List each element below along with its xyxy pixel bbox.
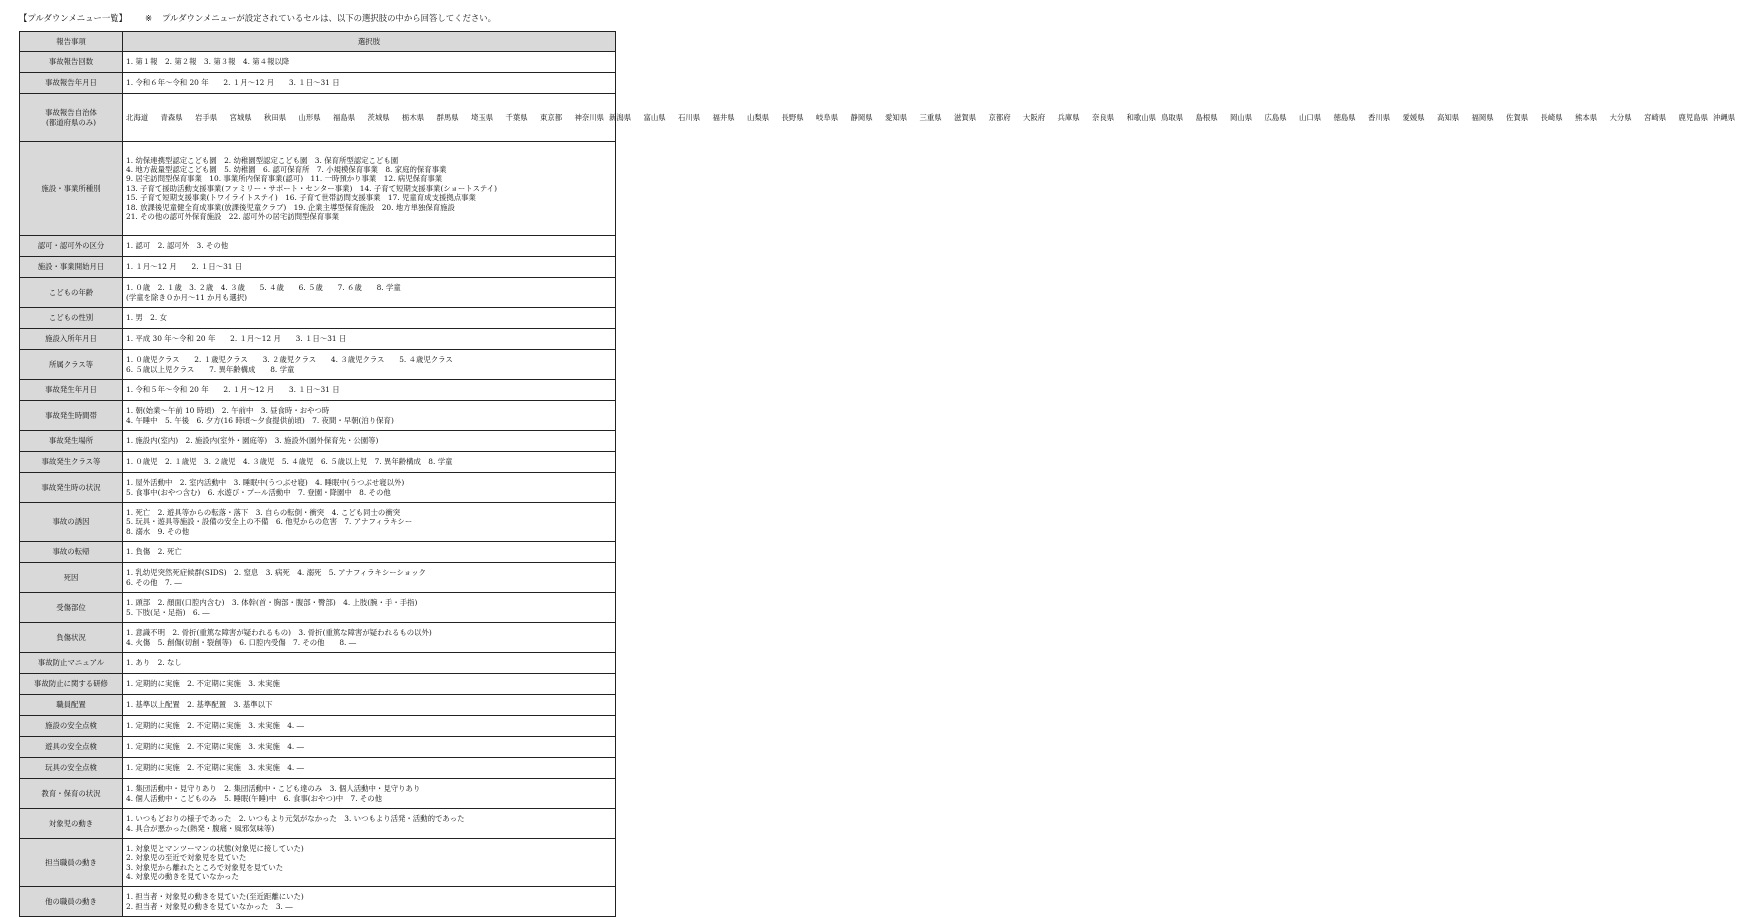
row-label: 事故報告年月日 <box>20 73 123 94</box>
prefecture-option: 香川県 <box>1368 112 1391 122</box>
prefecture-option: 滋賀県 <box>954 112 977 122</box>
row-choices <box>123 758 616 779</box>
table-row <box>20 73 616 94</box>
table-row <box>20 695 616 716</box>
table-row <box>20 593 616 623</box>
row-label: 事故の誘因 <box>20 503 123 542</box>
prefecture-option: 長崎県 <box>1540 112 1563 122</box>
table-row <box>20 542 616 563</box>
prefecture-option: 大分県 <box>1609 112 1632 122</box>
choice-line: 8. 溺水 9. その他 <box>126 526 190 536</box>
row-label: 事故発生クラス等 <box>20 452 123 473</box>
table-row <box>20 887 616 917</box>
prefecture-option: 京都府 <box>988 112 1011 122</box>
row-label: 施設・事業開始月日 <box>20 257 123 278</box>
prefecture-option: 福岡県 <box>1471 112 1494 122</box>
row-choices <box>123 350 616 380</box>
prefecture-option: 青森県 <box>160 112 183 122</box>
prefecture-option: 徳島県 <box>1333 112 1356 122</box>
row-label: 死因 <box>20 563 123 593</box>
row-label: 事故発生年月日 <box>20 380 123 401</box>
choice-line: 4. 火傷 5. 創傷(切創・裂創等) 6. 口腔内受傷 7. その他 8. ― <box>126 637 357 647</box>
prefecture-option: 三重県 <box>919 112 942 122</box>
table-row <box>20 329 616 350</box>
row-label: 所属クラス等 <box>20 350 123 380</box>
prefecture-option: 茨城県 <box>367 112 390 122</box>
choice-line: 1. 屋外活動中 2. 室内活動中 3. 睡眠中(うつぶせ寝) 4. 睡眠中(うつぶせ寝以外) <box>126 478 405 488</box>
choice-line: 1. 施設内(室内) 2. 施設内(室外・園庭等) 3. 施設外(園外保育先・公園等) <box>126 436 379 446</box>
prefecture-option: 大阪府 <box>1023 112 1046 122</box>
prefecture-option: 和歌山県 <box>1126 112 1157 122</box>
choice-line: 4. 具合が悪かった(熱発・腹痛・風邪気味等) <box>126 823 275 833</box>
prefecture-option: 群馬県 <box>436 112 459 122</box>
choice-line: 6. ５歳以上児クラス 7. 異年齢構成 8. 学童 <box>126 364 295 374</box>
choice-line: 2. 担当者・対象児の動きを見ていなかった 3. ― <box>126 901 293 911</box>
choice-line: 1. 朝(始業～午前 10 時頃) 2. 午前中 3. 昼食時・おやつ時 <box>126 406 330 416</box>
row-label: 施設・事業所種別 <box>20 142 123 236</box>
choice-line: 1. 負傷 2. 死亡 <box>126 547 182 557</box>
prefecture-option: 鳥取県 <box>1161 112 1184 122</box>
row-label: 施設の安全点検 <box>20 716 123 737</box>
table-row <box>20 257 616 278</box>
row-label: 対象児の動き <box>20 809 123 839</box>
table-row <box>20 839 616 887</box>
row-label: 教育・保育の状況 <box>20 779 123 809</box>
row-label: 職員配置 <box>20 695 123 716</box>
table-row <box>20 779 616 809</box>
list-title: 【プルダウンメニュー一覧】 <box>19 13 127 23</box>
choice-line: 6. その他 7. ― <box>126 577 182 587</box>
prefecture-option: 沖縄県 <box>1713 112 1736 122</box>
instruction-note: プルダウンメニューが設定されているセルは、以下の選択肢の中から回答してください。 <box>161 13 497 23</box>
prefecture-option: 山梨県 <box>747 112 770 122</box>
row-label: 事故防止マニュアル <box>20 653 123 674</box>
row-label: 事故発生時の状況 <box>20 473 123 503</box>
table-row <box>20 278 616 308</box>
choice-line: 5. 下肢(足・足指) 6. ― <box>126 607 210 617</box>
row-label: 事故発生時間帯 <box>20 401 123 431</box>
row-choices <box>123 593 616 623</box>
row-choices <box>123 542 616 563</box>
prefecture-option: 東京都 <box>540 112 563 122</box>
prefecture-option: 愛媛県 <box>1402 112 1425 122</box>
table-row <box>20 452 616 473</box>
choice-line: 3. 対象児から離れたところで対象児を見ていた <box>126 862 284 872</box>
row-label: 事故防止に関する研修 <box>20 674 123 695</box>
prefecture-option: 秋田県 <box>264 112 287 122</box>
choice-line: 15. 子育て短期支援事業(トワイライトステイ) 16. 子育て世帯訪問支援事業 17. 児童育成支援拠点事業 <box>126 193 476 203</box>
row-choices <box>123 431 616 452</box>
row-choices <box>123 695 616 716</box>
table-row <box>20 380 616 401</box>
row-choices <box>123 236 616 257</box>
prefecture-option: 千葉県 <box>505 112 528 122</box>
choice-line: 1. あり 2. なし <box>126 658 182 668</box>
table-row <box>20 473 616 503</box>
choice-line: 1. 定期的に実施 2. 不定期に実施 3. 未実施 <box>126 679 280 689</box>
row-choices <box>123 52 616 73</box>
table-header-row <box>20 32 616 52</box>
choice-line: 21. その他の認可外保育施設 22. 認可外の居宅訪問型保育事業 <box>126 212 339 222</box>
prefecture-option: 富山県 <box>643 112 666 122</box>
row-choices <box>123 308 616 329</box>
choice-line: 1. 頭部 2. 顔面(口腔内含む) 3. 体幹(首・胸部・腹部・臀部) 4. 上肢(腕・手・手指) <box>126 598 418 608</box>
choice-line: 4. 対象児の動きを見ていなかった <box>126 871 239 881</box>
table-row <box>20 758 616 779</box>
prefecture-option: 北海道 <box>126 112 149 122</box>
choice-line: 1. １月～12 月 2. １日～31 日 <box>126 262 243 272</box>
prefecture-option: 静岡県 <box>850 112 873 122</box>
choice-line: 1. 認可 2. 認可外 3. その他 <box>126 241 229 251</box>
row-label: 受傷部位 <box>20 593 123 623</box>
prefecture-option: 兵庫県 <box>1057 112 1080 122</box>
choice-line: 1. 死亡 2. 遊具等からの転落・落下 3. 自らの転倒・衝突 4. こども同士の衝突 <box>126 507 401 517</box>
choice-line: 1. 担当者・対象児の動きを見ていた(至近距離にいた) <box>126 892 304 902</box>
choice-line: 1. 令和６年～令和 20 年 2. １月～12 月 3. １日～31 日 <box>126 78 340 88</box>
prefecture-option: 熊本県 <box>1575 112 1598 122</box>
prefecture-option: 広島県 <box>1264 112 1287 122</box>
choice-line: 1. ０歳児 2. １歳児 3. ２歳児 4. ３歳児 5. ４歳児 6. ５歳以上児 7. 異年齢構成 8. 学童 <box>126 457 453 467</box>
table-row <box>20 94 616 142</box>
row-label: 負傷状況 <box>20 623 123 653</box>
table-row <box>20 308 616 329</box>
table-row <box>20 431 616 452</box>
choice-line: 1. 対象児とマンツーマンの状態(対象児に接していた) <box>126 843 304 853</box>
row-label: 施設入所年月日 <box>20 329 123 350</box>
table-row <box>20 653 616 674</box>
choice-line: 4. 個人活動中・こどものみ 5. 睡眠(午睡)中 6. 食事(おやつ)中 7. その他 <box>126 793 383 803</box>
row-label: 他の職員の動き <box>20 887 123 917</box>
choice-line: 1. 第１報 2. 第２報 3. 第３報 4. 第４報以降 <box>126 57 290 67</box>
table-row <box>20 350 616 380</box>
table-row <box>20 737 616 758</box>
prefecture-option: 愛知県 <box>885 112 908 122</box>
choice-line: 1. 幼保連携型認定こども園 2. 幼稚園型認定こども園 3. 保育所型認定こども園 <box>126 155 399 165</box>
choice-line: 5. 玩具・遊具等施設・設備の安全上の不備 6. 他児からの危害 7. アナフィラキシー <box>126 517 413 527</box>
choice-line: 1. 乳幼児突然死症候群(SIDS) 2. 窒息 3. 病死 4. 溺死 5. アナフィラキシーショック <box>126 568 426 578</box>
prefecture-option: 宮崎県 <box>1644 112 1667 122</box>
choice-line: 1. 男 2. 女 <box>126 313 167 323</box>
prefecture-option: 島根県 <box>1195 112 1218 122</box>
row-choices <box>123 142 616 236</box>
row-choices <box>123 278 616 308</box>
table-row <box>20 503 616 542</box>
row-label: 担当職員の動き <box>20 839 123 887</box>
choice-line: 1. 平成 30 年～令和 20 年 2. １月～12 月 3. １日～31 日 <box>126 334 347 344</box>
prefecture-option: 栃木県 <box>402 112 425 122</box>
prefecture-option: 埼玉県 <box>471 112 494 122</box>
prefecture-option: 福井県 <box>712 112 735 122</box>
prefecture-option: 山口県 <box>1299 112 1322 122</box>
prefecture-option: 岐阜県 <box>816 112 839 122</box>
row-choices <box>123 380 616 401</box>
choice-line: 1. 定期的に実施 2. 不定期に実施 3. 未実施 4. ― <box>126 721 305 731</box>
prefecture-option: 神奈川県 <box>574 112 605 122</box>
row-choices <box>123 257 616 278</box>
prefecture-option: 鹿児島県 <box>1678 112 1709 122</box>
choice-line: 1. 意識不明 2. 骨折(重篤な障害が疑われるもの) 3. 骨折(重篤な障害が疑われるもの以外) <box>126 628 432 638</box>
row-choices <box>123 716 616 737</box>
prefecture-option: 奈良県 <box>1092 112 1115 122</box>
row-choices <box>123 473 616 503</box>
note-mark: ※ <box>144 13 152 23</box>
row-choices <box>123 329 616 350</box>
row-label: こどもの年齢 <box>20 278 123 308</box>
choice-line: 18. 放課後児童健全育成事業(放課後児童クラブ) 19. 企業主導型保育施設 20. 地方単独保育施設 <box>126 202 455 212</box>
row-label: 事故の転帰 <box>20 542 123 563</box>
choice-line: 1. 令和５年～令和 20 年 2. １月～12 月 3. １日～31 日 <box>126 385 340 395</box>
choice-line: 1. ０歳 2. １歳 3. ２歳 4. ３歳 5. ４歳 6. ５歳 7. ６歳 8. 学童 <box>126 283 401 293</box>
row-label: 事故報告自治体 (都道府県のみ) <box>20 94 123 142</box>
table-row <box>20 623 616 653</box>
row-choices <box>123 94 1736 142</box>
row-label: こどもの性別 <box>20 308 123 329</box>
table-row <box>20 52 616 73</box>
prefecture-option: 佐賀県 <box>1506 112 1529 122</box>
prefecture-option: 高知県 <box>1437 112 1460 122</box>
row-choices <box>123 839 616 887</box>
prefecture-option: 岩手県 <box>195 112 218 122</box>
choice-line: 1. 定期的に実施 2. 不定期に実施 3. 未実施 4. ― <box>126 742 305 752</box>
choice-line: 1. 定期的に実施 2. 不定期に実施 3. 未実施 4. ― <box>126 763 305 773</box>
row-choices <box>123 401 616 431</box>
choice-line: 5. 食事中(おやつ含む) 6. 水遊び・プール活動中 7. 登園・降園中 8. その他 <box>126 487 391 497</box>
prefecture-option: 新潟県 <box>609 112 632 122</box>
row-choices <box>123 653 616 674</box>
col-header-item: 報告事項 <box>20 32 123 52</box>
row-choices <box>123 563 616 593</box>
page-header <box>19 13 619 24</box>
table-row <box>20 142 616 236</box>
row-label: 認可・認可外の区分 <box>20 236 123 257</box>
row-choices <box>123 623 616 653</box>
row-choices <box>123 887 616 917</box>
table-row <box>20 716 616 737</box>
row-choices <box>123 452 616 473</box>
prefecture-option: 石川県 <box>678 112 701 122</box>
prefecture-option: 福島県 <box>333 112 356 122</box>
choice-line: 2. 対象児の至近で対象児を見ていた <box>126 853 247 863</box>
row-label: 事故発生場所 <box>20 431 123 452</box>
choice-line: 9. 居宅訪問型保育事業 10. 事業所内保育事業(認可) 11. 一時預かり事業 12. 病児保育事業 <box>126 174 443 184</box>
prefecture-option: 長野県 <box>781 112 804 122</box>
choice-line: 4. 午睡中 5. 午後 6. 夕方(16 時頃～夕食提供前頃) 7. 夜間・早朝(泊り保育) <box>126 415 394 425</box>
row-choices <box>123 737 616 758</box>
choice-line: 1. 集団活動中・見守りあり 2. 集団活動中・こども達のみ 3. 個人活動中・見守りあり <box>126 784 421 794</box>
choice-line: 13. 子育て援助活動支援事業(ファミリー・サポート・センター事業) 14. 子育て短期支援事業(ショートステイ) <box>126 183 497 193</box>
prefecture-option: 岡山県 <box>1230 112 1253 122</box>
pulldown-table <box>19 31 1736 917</box>
row-choices <box>123 73 616 94</box>
choice-line: (学童を除き０か月～11 か月も選択) <box>126 292 247 302</box>
table-row <box>20 563 616 593</box>
prefecture-option: 宮城県 <box>229 112 252 122</box>
row-choices <box>123 809 616 839</box>
row-label: 事故報告回数 <box>20 52 123 73</box>
choice-line: 1. 基準以上配置 2. 基準配置 3. 基準以下 <box>126 700 273 710</box>
prefecture-option: 山形県 <box>298 112 321 122</box>
table-row <box>20 236 616 257</box>
table-row <box>20 674 616 695</box>
choice-line: 1. ０歳児クラス 2. １歳児クラス 3. ２歳児クラス 4. ３歳児クラス 5. ４歳児クラス <box>126 355 453 365</box>
table-row <box>20 401 616 431</box>
row-choices <box>123 503 616 542</box>
row-label: 玩具の安全点検 <box>20 758 123 779</box>
table-row <box>20 809 616 839</box>
col-header-choice: 選択肢 <box>123 32 616 52</box>
row-choices <box>123 674 616 695</box>
choice-line: 1. いつもどおりの様子であった 2. いつもより元気がなかった 3. いつもより活発・活動的であった <box>126 814 465 824</box>
row-choices <box>123 779 616 809</box>
row-label: 遊具の安全点検 <box>20 737 123 758</box>
choice-line: 4. 地方裁量型認定こども園 5. 幼稚園 6. 認可保育所 7. 小規模保育事業 8. 家庭的保育事業 <box>126 164 447 174</box>
